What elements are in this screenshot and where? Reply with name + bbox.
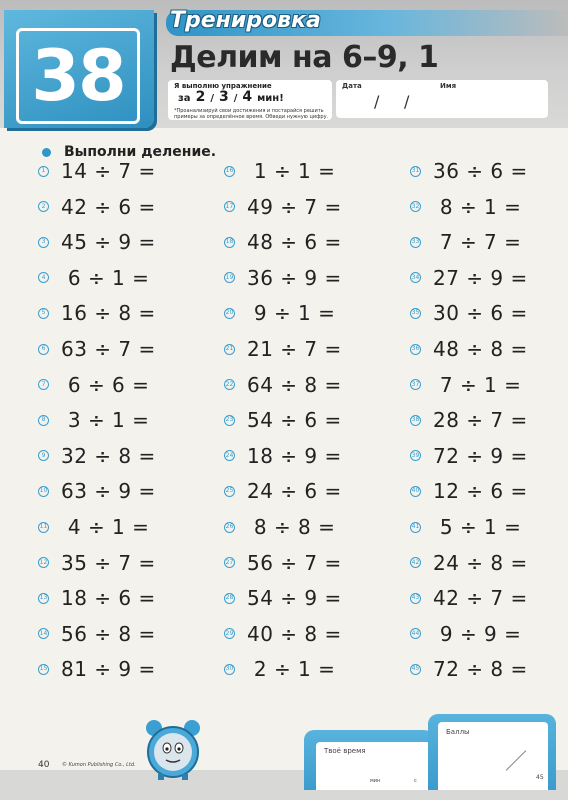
goal-time-3[interactable]: 3 <box>218 89 229 105</box>
problem-number: 34 <box>410 272 421 283</box>
problem-expression: 36 ÷ 9 = <box>247 265 342 290</box>
problem-item <box>410 337 528 361</box>
problem-number: 12 <box>38 557 49 568</box>
goal-time-4[interactable]: 4 <box>242 89 253 105</box>
problem-item <box>38 657 156 681</box>
problem-item <box>224 551 342 575</box>
problem-item <box>224 622 342 646</box>
instruction: Выполни деление. <box>64 144 217 160</box>
time-sec-unit: с <box>414 778 417 784</box>
problem-item <box>410 479 528 503</box>
problem-number: 33 <box>410 237 421 248</box>
problem-expression: 1 ÷ 1 = <box>247 159 336 183</box>
problem-item <box>38 444 156 468</box>
problem-number: 42 <box>410 557 421 568</box>
problem-expression: 42 ÷ 6 = <box>61 194 156 219</box>
problem-expression: 49 ÷ 7 = <box>247 194 342 219</box>
date-slash-1: / <box>374 92 380 111</box>
problem-item <box>224 479 342 503</box>
problem-item <box>38 266 149 290</box>
problem-expression: 42 ÷ 7 = <box>433 586 528 611</box>
problem-item <box>410 586 528 610</box>
problem-item <box>38 586 156 610</box>
problem-expression: 30 ÷ 6 = <box>433 301 528 326</box>
problem-item <box>410 444 528 468</box>
problem-expression: 8 ÷ 1 = <box>433 194 522 219</box>
problem-number: 20 <box>224 308 235 319</box>
problem-item <box>38 301 156 325</box>
problem-expression: 6 ÷ 1 = <box>61 265 150 290</box>
time-field[interactable] <box>316 742 430 790</box>
problem-expression: 27 ÷ 9 = <box>433 265 528 290</box>
problem-item <box>38 515 149 539</box>
bullet-icon <box>42 148 51 157</box>
problem-number: 39 <box>410 450 421 461</box>
problem-item <box>224 515 335 539</box>
problem-expression: 72 ÷ 8 = <box>433 657 528 682</box>
problem-number: 45 <box>410 664 421 675</box>
goal-time-2[interactable]: 2 <box>195 89 206 105</box>
problem-item <box>224 230 342 254</box>
problem-expression: 9 ÷ 1 = <box>247 301 336 326</box>
problem-expression: 24 ÷ 8 = <box>433 550 528 575</box>
problem-expression: 72 ÷ 9 = <box>433 443 528 468</box>
problem-item <box>224 444 342 468</box>
problem-number: 22 <box>224 379 235 390</box>
goal-min: мин! <box>257 93 284 104</box>
problem-item <box>410 230 521 254</box>
problem-expression: 56 ÷ 8 = <box>61 621 156 646</box>
problem-number: 17 <box>224 201 235 212</box>
problem-number: 13 <box>38 593 49 604</box>
goal-note: *Проанализируй свои достижения и постарайся решить примеры за определённое время. Обведи нужную цифру. <box>174 108 329 120</box>
problem-number: 19 <box>224 272 235 283</box>
problem-expression: 7 ÷ 1 = <box>433 372 522 397</box>
problem-item <box>38 408 149 432</box>
problem-item <box>38 230 156 254</box>
problem-number: 4 <box>38 272 49 283</box>
problem-expression: 81 ÷ 9 = <box>61 657 156 682</box>
problem-item <box>410 301 528 325</box>
problem-number: 10 <box>38 486 49 497</box>
problem-number: 41 <box>410 522 421 533</box>
problem-item <box>224 301 335 325</box>
goal-times: за 2 / 3 / 4 мин! <box>178 89 284 105</box>
problem-number: 36 <box>410 344 421 355</box>
problem-expression: 35 ÷ 7 = <box>61 550 156 575</box>
problem-expression: 16 ÷ 8 = <box>61 301 156 326</box>
problem-number: 23 <box>224 415 235 426</box>
problem-number: 30 <box>224 664 235 675</box>
problem-item <box>224 159 335 183</box>
problem-expression: 45 ÷ 9 = <box>61 230 156 255</box>
copyright: © Kumon Publishing Co., Ltd. <box>62 762 136 768</box>
alarm-clock-icon <box>140 716 206 782</box>
problem-number: 3 <box>38 237 49 248</box>
problem-number: 14 <box>38 628 49 639</box>
problem-number: 43 <box>410 593 421 604</box>
name-label: Имя <box>440 82 457 90</box>
lesson-number-box <box>4 10 154 128</box>
problem-expression: 24 ÷ 6 = <box>247 479 342 504</box>
problem-expression: 12 ÷ 6 = <box>433 479 528 504</box>
goal-za: за <box>178 93 191 104</box>
problem-number: 44 <box>410 628 421 639</box>
problem-item <box>410 266 528 290</box>
problem-number: 8 <box>38 415 49 426</box>
problem-expression: 63 ÷ 7 = <box>61 337 156 361</box>
problem-number: 28 <box>224 593 235 604</box>
problem-expression: 40 ÷ 8 = <box>247 621 342 646</box>
problem-expression: 6 ÷ 6 = <box>61 372 150 397</box>
problem-number: 32 <box>410 201 421 212</box>
date-name-box <box>336 80 548 118</box>
problem-expression: 18 ÷ 9 = <box>247 443 342 468</box>
problem-number: 1 <box>38 166 49 177</box>
time-panel <box>304 730 434 790</box>
problem-number: 7 <box>38 379 49 390</box>
problem-number: 6 <box>38 344 49 355</box>
problem-item <box>410 551 528 575</box>
problem-number: 38 <box>410 415 421 426</box>
problem-expression: 36 ÷ 6 = <box>433 159 528 183</box>
problem-expression: 9 ÷ 9 = <box>433 621 522 646</box>
goal-intro: Я выполню упражнение <box>174 82 272 90</box>
problem-expression: 14 ÷ 7 = <box>61 159 156 183</box>
problem-number: 26 <box>224 522 235 533</box>
problem-number: 9 <box>38 450 49 461</box>
score-total: 45 <box>536 774 544 781</box>
problem-expression: 8 ÷ 8 = <box>247 515 336 539</box>
time-min-unit: мин <box>370 778 381 784</box>
problem-number: 16 <box>224 166 235 177</box>
problem-number: 21 <box>224 344 235 355</box>
problem-item <box>224 657 335 681</box>
problem-number: 37 <box>410 379 421 390</box>
problem-expression: 64 ÷ 8 = <box>247 372 342 397</box>
problem-expression: 32 ÷ 8 = <box>61 443 156 468</box>
problem-expression: 18 ÷ 6 = <box>61 586 156 611</box>
problem-number: 27 <box>224 557 235 568</box>
problem-item <box>224 195 342 219</box>
section-label: Тренировка <box>170 8 321 33</box>
problem-number: 31 <box>410 166 421 177</box>
problem-number: 40 <box>410 486 421 497</box>
page-title: Делим на 6–9, 1 <box>170 40 439 75</box>
lesson-number-frame <box>16 28 140 124</box>
problem-number: 25 <box>224 486 235 497</box>
problem-number: 2 <box>38 201 49 212</box>
problem-item <box>38 551 156 575</box>
problem-expression: 2 ÷ 1 = <box>247 657 336 682</box>
problem-expression: 56 ÷ 7 = <box>247 550 342 575</box>
problem-item <box>38 337 156 361</box>
problem-item <box>410 515 521 539</box>
score-field[interactable] <box>438 722 548 790</box>
problem-item <box>224 408 342 432</box>
problem-item <box>224 337 342 361</box>
problem-item <box>224 373 342 397</box>
lesson-number: 38 <box>31 35 125 117</box>
problem-number: 5 <box>38 308 49 319</box>
problem-expression: 28 ÷ 7 = <box>433 408 528 433</box>
problem-expression: 3 ÷ 1 = <box>61 408 150 433</box>
problem-expression: 48 ÷ 6 = <box>247 230 342 255</box>
problem-number: 35 <box>410 308 421 319</box>
problem-item <box>410 657 528 681</box>
problem-item <box>224 266 342 290</box>
problem-item <box>410 408 528 432</box>
problem-expression: 21 ÷ 7 = <box>247 337 342 361</box>
time-label: Твоё время <box>324 747 366 755</box>
problem-number: 24 <box>224 450 235 461</box>
problem-item <box>38 373 149 397</box>
date-slash-2: / <box>404 92 410 111</box>
problem-expression: 4 ÷ 1 = <box>61 515 150 539</box>
problem-number: 18 <box>224 237 235 248</box>
problem-item <box>38 479 156 503</box>
problem-expression: 48 ÷ 8 = <box>433 337 528 361</box>
score-label: Баллы <box>446 728 470 736</box>
date-label: Дата <box>342 82 362 90</box>
problem-item <box>410 159 528 183</box>
problem-item <box>410 373 521 397</box>
problem-expression: 54 ÷ 9 = <box>247 586 342 611</box>
problem-item <box>410 195 521 219</box>
problem-item <box>410 622 521 646</box>
problem-item <box>38 622 156 646</box>
problem-item <box>38 159 156 183</box>
score-divider <box>506 750 527 771</box>
page-number: 40 <box>38 760 50 770</box>
goal-box <box>168 80 332 120</box>
problem-expression: 54 ÷ 6 = <box>247 408 342 433</box>
problem-item <box>224 586 342 610</box>
problem-expression: 5 ÷ 1 = <box>433 515 522 539</box>
problem-number: 15 <box>38 664 49 675</box>
problem-expression: 63 ÷ 9 = <box>61 479 156 504</box>
problem-expression: 7 ÷ 7 = <box>433 230 522 255</box>
problem-number: 11 <box>38 522 49 533</box>
score-panel <box>428 714 556 790</box>
problem-item <box>38 195 156 219</box>
problem-number: 29 <box>224 628 235 639</box>
